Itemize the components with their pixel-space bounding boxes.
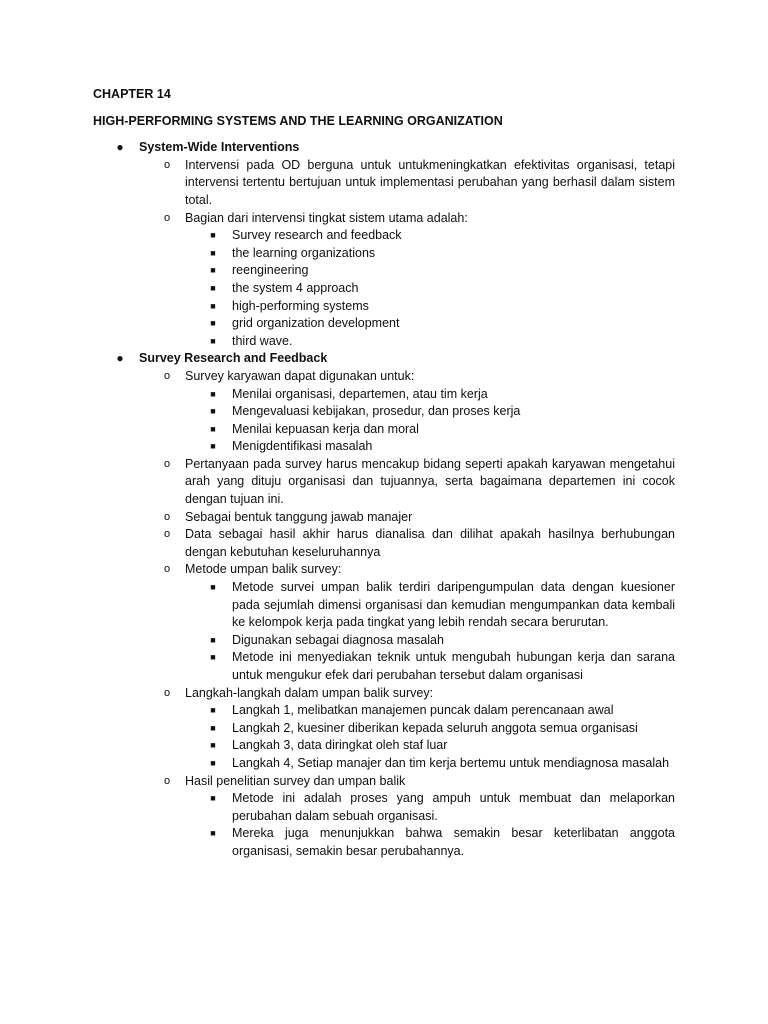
sub-list-item — [93, 262, 675, 280]
sub-list-item-text: Langkah 2, kuesiner diberikan kepada seluruh anggota semua organisasi — [232, 720, 638, 735]
bullet-marker: ■ — [210, 793, 216, 804]
bullet-marker: ■ — [210, 705, 216, 716]
sub-list-item-text: Metode survei umpan balik terdiri daripengumpulan data dengan kuesioner pada sejumlah dimensi organisasi dan kemudian mengumpankan data kembali ke kelompok kerja pada tingkat yang lebih rendah secara berurutan. — [232, 580, 675, 630]
sub-list-item — [93, 702, 675, 720]
bullet-marker: ■ — [210, 388, 216, 399]
bullet-marker: ■ — [210, 282, 216, 293]
bullet-marker: o — [163, 369, 171, 382]
sub-list-item-text: high-performing systems — [232, 298, 369, 313]
sub-list-item — [93, 245, 675, 263]
sub-list-item-text: Metode ini adalah proses yang ampuh untuk membuat dan melaporkan perubahan dalam sebuah organisasi. — [232, 791, 675, 823]
bullet-marker: ■ — [210, 582, 216, 593]
list-item — [93, 157, 675, 210]
sub-list-item-text: Digunakan sebagai diagnosa masalah — [232, 632, 444, 647]
sub-list-item-text: Langkah 3, data diringkat oleh staf luar — [232, 738, 448, 753]
bullet-marker: ■ — [210, 423, 216, 434]
section-heading-text: Survey Research and Feedback — [139, 351, 328, 366]
bullet-marker: o — [163, 457, 171, 470]
sub-list-item — [93, 790, 675, 825]
list-item-text: Langkah-langkah dalam umpan balik survey: — [185, 685, 434, 700]
bullet-marker: ■ — [210, 722, 216, 733]
sub-list-item — [93, 649, 675, 684]
bullet-marker: ■ — [210, 247, 216, 258]
sub-list-item — [93, 438, 675, 456]
list-item-text: Bagian dari intervensi tingkat sistem utama adalah: — [185, 210, 468, 225]
sub-list-item — [93, 280, 675, 298]
document-title: HIGH-PERFORMING SYSTEMS AND THE LEARNING ORGANIZATION — [93, 113, 503, 128]
sub-list-item-text: Mengevaluasi kebijakan, prosedur, dan proses kerja — [232, 404, 521, 419]
bullet-marker: ■ — [210, 318, 216, 329]
bullet-marker: ■ — [210, 265, 216, 276]
sub-list-item-text: the learning organizations — [232, 245, 376, 260]
bullet-marker: o — [163, 158, 171, 171]
sub-list-item — [93, 386, 675, 404]
bullet-marker: o — [163, 211, 171, 224]
list-item-text: Pertanyaan pada survey harus mencakup bidang seperti apakah karyawan mengetahui arah yang dituju organisasi dan tujuannya, serta bagaimana departemen ini cocok dengan tujuan ini. — [185, 456, 675, 507]
bullet-marker: o — [163, 686, 171, 699]
sub-list-item — [93, 333, 675, 351]
list-item-text: Metode umpan balik survey: — [185, 562, 342, 577]
sub-list-item — [93, 579, 675, 632]
list-item-text: Hasil penelitian survey dan umpan balik — [185, 773, 406, 788]
sub-list-item — [93, 227, 675, 245]
list-item — [93, 368, 675, 386]
sub-list-item-text: Menilai kepuasan kerja dan moral — [232, 421, 419, 436]
sub-list-item — [93, 403, 675, 421]
section-heading-text: System-Wide Interventions — [139, 140, 300, 155]
sub-list-item-text: third wave. — [232, 333, 293, 348]
document-body — [93, 139, 675, 860]
bullet-marker: o — [163, 528, 171, 541]
bullet-marker: ● — [116, 140, 124, 155]
sub-list-item — [93, 298, 675, 316]
section-heading — [93, 139, 675, 157]
sub-list-item — [93, 755, 675, 773]
document-page — [93, 86, 675, 861]
list-item — [93, 456, 675, 509]
bullet-marker: ■ — [210, 300, 216, 311]
list-item-text: Sebagai bentuk tanggung jawab manajer — [185, 509, 413, 524]
bullet-marker: ■ — [210, 335, 216, 346]
bullet-marker: ● — [116, 351, 124, 366]
bullet-marker: ■ — [210, 230, 216, 241]
sub-list-item-text: Mereka juga menunjukkan bahwa semakin besar keterlibatan anggota organisasi, semakin besar perubahannya. — [232, 826, 675, 858]
chapter-label: CHAPTER 14 — [93, 87, 171, 101]
list-item — [93, 773, 675, 791]
sub-list-item-text: Langkah 4, Setiap manajer dan tim kerja bertemu untuk mendiagnosa masalah — [232, 755, 670, 770]
bullet-marker: ■ — [210, 757, 216, 768]
sub-list-item-text: grid organization development — [232, 316, 400, 331]
sub-list-item-text: Survey research and feedback — [232, 228, 402, 243]
sub-list-item — [93, 825, 675, 860]
list-item — [93, 210, 675, 228]
sub-list-item-text: Langkah 1, melibatkan manajemen puncak dalam perencanaan awal — [232, 703, 614, 718]
sub-list-item — [93, 315, 675, 333]
list-item-text: Data sebagai hasil akhir harus dianalisa dan dilihat apakah hasilnya berhubungan dengan kebutuhan keseluruhannya — [185, 527, 675, 559]
list-item-text: Survey karyawan dapat digunakan untuk: — [185, 368, 415, 383]
sub-list-item — [93, 737, 675, 755]
bullet-marker: ■ — [210, 406, 216, 417]
sub-list-item — [93, 421, 675, 439]
sub-list-item-text: Menilai organisasi, departemen, atau tim kerja — [232, 386, 488, 401]
bullet-marker: ■ — [210, 634, 216, 645]
section-heading — [93, 350, 675, 368]
list-item — [93, 526, 675, 561]
bullet-marker: ■ — [210, 441, 216, 452]
sub-list-item-text: the system 4 approach — [232, 280, 359, 295]
sub-list-item — [93, 720, 675, 738]
bullet-marker: o — [163, 774, 171, 787]
bullet-marker: ■ — [210, 652, 216, 663]
sub-list-item — [93, 632, 675, 650]
sub-list-item-text: Menigdentifikasi masalah — [232, 439, 373, 454]
list-item-text: Intervensi pada OD berguna untuk untukmeningkatkan efektivitas organisasi, tetapi intervensi tertentu bertujuan untuk implementasi perubahan yang berhasil dalam sistem total. — [185, 157, 675, 207]
bullet-marker: ■ — [210, 828, 216, 839]
list-item — [93, 561, 675, 579]
sub-list-item-text: reengineering — [232, 263, 309, 278]
bullet-marker: o — [163, 510, 171, 523]
bullet-marker: ■ — [210, 740, 216, 751]
sub-list-item-text: Metode ini menyediakan teknik untuk mengubah hubungan kerja dan sarana untuk mengukur efek dari perubahan tersebut dalam organisasi — [232, 650, 675, 682]
list-item — [93, 685, 675, 703]
list-item — [93, 509, 675, 527]
bullet-marker: o — [163, 563, 171, 576]
